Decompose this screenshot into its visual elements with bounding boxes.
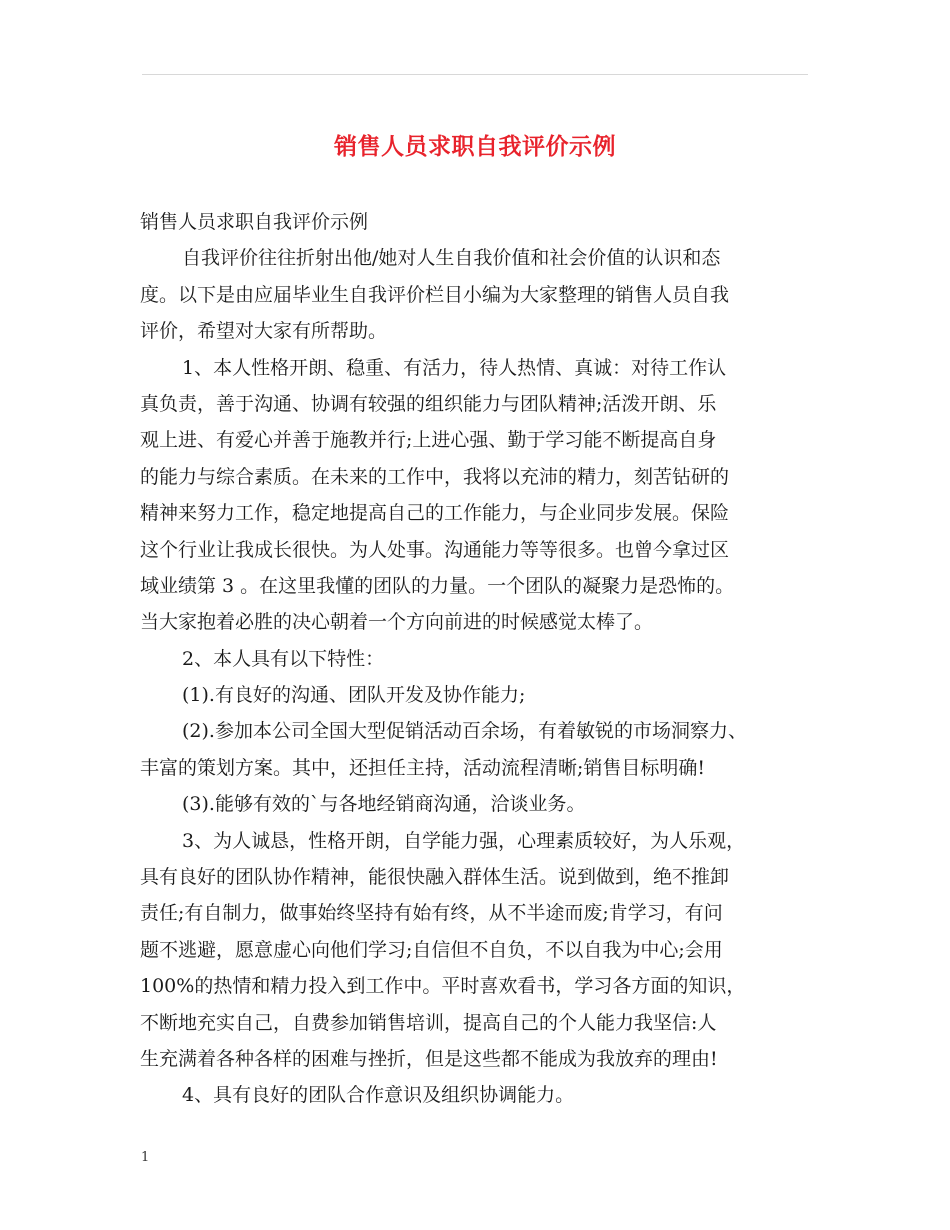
- body-line: 评价，希望对大家有所帮助。: [140, 320, 388, 343]
- document-body: [140, 204, 816, 1114]
- body-line: 具有良好的团队协作精神，能很快融入群体生活。说到做到，绝不推卸: [140, 866, 730, 889]
- body-line: 题不逃避，愿意虚心向他们学习;自信但不自负，不以自我为中心;会用: [140, 938, 723, 961]
- body-line: 生充满着各种各样的困难与挫折，但是这些都不能成为我放弃的理由!: [140, 1047, 718, 1070]
- body-line: 的能力与综合素质。在未来的工作中，我将以充沛的精力，刻苦钻研的: [140, 465, 730, 488]
- body-line: 当大家抱着必胜的决心朝着一个方向前进的时候感觉太棒了。: [140, 611, 654, 634]
- body-line: (2).参加本公司全国大型促销活动百余场，有着敏锐的市场洞察力、: [182, 720, 747, 743]
- body-line: 观上进、有爱心并善于施教并行;上进心强、勤于学习能不断提高自身: [140, 429, 717, 452]
- body-line: 精神来努力工作，稳定地提高自己的工作能力，与企业同步发展。保险: [140, 502, 730, 525]
- body-line: 3、为人诚恳，性格开朗，自学能力强，心理素质较好，为人乐观，: [182, 829, 746, 852]
- body-line: 不断地充实自己，自费参加销售培训，提高自己的个人能力我坚信:人: [140, 1011, 717, 1034]
- document-title: 销售人员求职自我评价示例: [334, 133, 616, 160]
- body-line: (1).有良好的沟通、团队开发及协作能力;: [182, 684, 526, 707]
- body-line: 销售人员求职自我评价示例: [140, 211, 369, 233]
- body-line: (3).能够有效的`与各地经销商沟通，洽谈业务。: [182, 793, 586, 816]
- body-line: 1、本人性格开朗、稳重、有活力，待人热情、真诚：对待工作认: [182, 356, 727, 379]
- body-line: 域业绩第 3 。在这里我懂的团队的力量。一个团队的凝聚力是恐怖的。: [140, 574, 735, 597]
- body-line: 度。以下是由应届毕业生自我评价栏目小编为大家整理的销售人员自我: [140, 283, 730, 306]
- page-number: 1: [141, 1150, 150, 1165]
- body-line: 真负责，善于沟通、协调有较强的组织能力与团队精神;活泼开朗、乐: [140, 392, 717, 415]
- body-line: 4、具有良好的团队合作意识及组织协调能力。: [182, 1084, 575, 1107]
- body-line: 这个行业让我成长很快。为人处事。沟通能力等等很多。也曾今拿过区: [140, 538, 730, 561]
- header-rule: [142, 74, 808, 75]
- body-line: 100%的热情和精力投入到工作中。平时喜欢看书，学习各方面的知识，: [140, 975, 746, 998]
- body-line: 自我评价往往折射出他/她对人生自我价值和社会价值的认识和态: [182, 247, 721, 270]
- body-line: 丰富的策划方案。其中，还担任主持，活动流程清晰;销售目标明确!: [140, 756, 706, 779]
- body-line: 2、本人具有以下特性：: [182, 647, 385, 670]
- body-line: 责任;有自制力，做事始终坚持有始有终，从不半途而废;肯学习，有问: [140, 902, 723, 925]
